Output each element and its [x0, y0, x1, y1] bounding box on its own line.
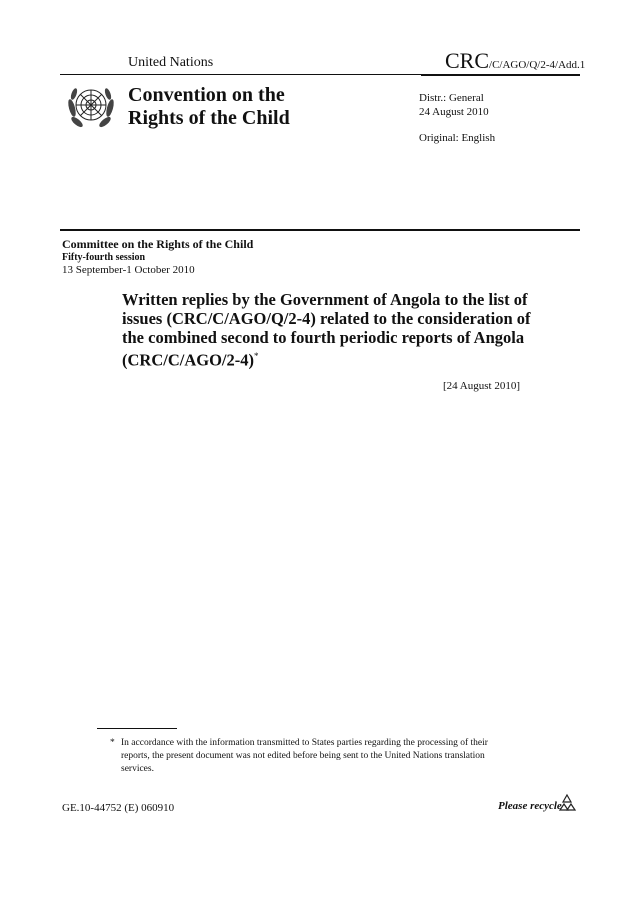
footnote-text: In accordance with the information transmitted to States parties regarding the processing of their reports, the present document was not edited before being sent to the United Nations translation services.: [121, 738, 488, 774]
committee-name: Committee on the Rights of the Child: [62, 237, 254, 251]
distribution-block: [419, 91, 495, 145]
title-footnote-mark: *: [253, 351, 259, 361]
footnote: [110, 737, 510, 776]
document-symbol: [445, 48, 585, 74]
organization-name: United Nations: [128, 55, 214, 70]
job-number: GE.10-44752 (E) 060910: [62, 802, 175, 814]
symbol-main: CRC: [445, 48, 490, 73]
treaty-body-title: [128, 84, 290, 130]
masthead-rule: [60, 229, 580, 231]
header-rule-right: [421, 74, 580, 76]
session-name: Fifty-fourth session: [62, 252, 146, 263]
recycle-icon: [556, 792, 578, 814]
document-date: [24 August 2010]: [443, 380, 520, 392]
title-line-1: Convention on the: [128, 84, 285, 106]
session-dates: 13 September-1 October 2010: [62, 264, 195, 276]
un-emblem-icon: [65, 80, 117, 132]
original-language: Original: English: [419, 132, 496, 144]
issue-date: 24 August 2010: [419, 106, 489, 118]
document-title-text: Written replies by the Government of Angola to the list of issues (CRC/C/AGO/Q/2-4) related to the consideration of the combined second to fourth periodic reports of Angola (CRC/C/AGO/2-4): [122, 290, 531, 370]
committee-block: [62, 238, 253, 277]
title-line-2: Rights of the Child: [128, 107, 290, 129]
recycle-label: Please recycle: [498, 800, 562, 812]
footnote-rule: [97, 728, 177, 729]
document-title: [122, 290, 532, 370]
symbol-rest: /C/AGO/Q/2-4/Add.1: [489, 59, 586, 71]
distribution: Distr.: General: [419, 92, 484, 104]
footnote-mark: *: [110, 738, 115, 748]
